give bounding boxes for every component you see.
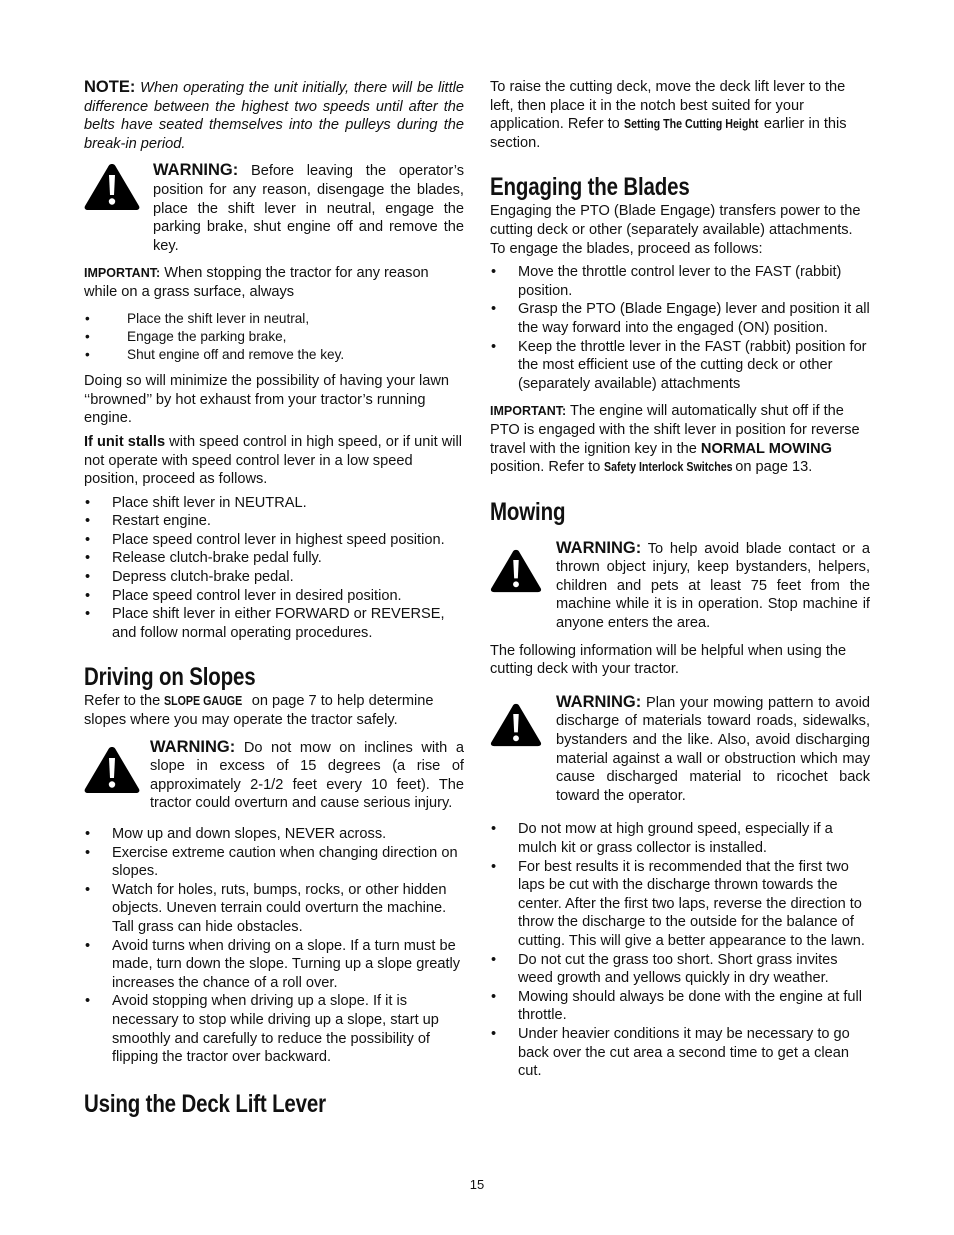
warning-block bbox=[84, 738, 464, 813]
important-paragraph bbox=[84, 264, 464, 301]
deck-lift-text: earlier in this section. bbox=[490, 116, 847, 151]
warning-triangle-icon bbox=[490, 549, 542, 593]
stall-text: with speed control in high speed, or if unit will not operate with speed control lever in a low speed position, proceed as follows. bbox=[84, 433, 463, 488]
lawn-paragraph: Doing so will minimize the possibility of having your lawn ‘‘browned’’ by hot exhaust from your tractor’s running engine. bbox=[84, 373, 450, 427]
warning-text: To help avoid blade contact or a thrown object injury, keep bystanders, helpers, children and pets at least 75 feet from the machine while it is in operation. Stop machine if anyone enters the area. bbox=[556, 540, 871, 632]
note-label: NOTE: bbox=[84, 78, 136, 96]
deck-lift-text: To raise the cutting deck, move the deck lift lever to the left, then place it in the notch best suited for your application. Refer to bbox=[490, 79, 846, 133]
list-item: • Keep the throttle lever in the FAST (rabbit) position for the most efficient use of the cutting deck or other (separately available) attachments bbox=[490, 338, 870, 394]
important-label: IMPORTANT: bbox=[84, 266, 161, 281]
warning-triangle-icon bbox=[490, 703, 542, 747]
left-column bbox=[84, 78, 464, 1119]
blades-paragraph: Engaging the PTO (Blade Engage) transfers power to the cutting deck or other (separately available) attachments. To engage the blades, proceed as follows: bbox=[490, 203, 861, 257]
warning-block bbox=[84, 161, 464, 255]
list-item: • Engage the parking brake, bbox=[84, 328, 464, 346]
warning-paragraph bbox=[556, 693, 870, 806]
warning-paragraph bbox=[556, 539, 870, 633]
section-heading-blades: Engaging the Blades bbox=[490, 173, 690, 202]
list-item: • Release clutch-brake pedal fully. bbox=[84, 549, 464, 568]
interlock-switches-reference: Safety Interlock Switches bbox=[604, 459, 733, 475]
warning-text: Do not mow on inclines with a slope in excess of 15 degrees (a rise of approximately 2-1/2 feet every 10 feet). The tractor could overturn and cause serious injury. bbox=[150, 739, 464, 812]
important-label: IMPORTANT: bbox=[490, 404, 567, 419]
important-text: position. Refer to bbox=[490, 459, 601, 476]
warning-triangle-icon bbox=[84, 163, 140, 211]
list-item: • Place shift lever in NEUTRAL. bbox=[84, 494, 464, 513]
normal-mowing-label: NORMAL MOWING bbox=[700, 440, 832, 457]
list-item: • Restart engine. bbox=[84, 512, 464, 531]
slopes-intro-text: Refer to the bbox=[84, 693, 161, 710]
list-item: • Watch for holes, ruts, bumps, rocks, or other hidden objects. Uneven terrain could overturn the machine. Tall grass can hide obstacles. bbox=[84, 881, 464, 937]
warning-block bbox=[490, 693, 870, 806]
mowing-list bbox=[490, 820, 870, 1080]
slopes-intro-text: on page 7 to help determine slopes where you may operate the tractor safely. bbox=[84, 693, 434, 729]
deck-lift-paragraph bbox=[490, 78, 870, 152]
warning-text: Before leaving the operator’s position for any reason, disengage the blades, place the shift lever in neutral, engage the parking brake, shut engine off and remove the key. bbox=[153, 163, 464, 254]
right-column bbox=[490, 78, 870, 1081]
note-text: When operating the unit initially, there will be little difference between the highest two speeds until after the belts have seated themselves into the pulleys during the break-in period. bbox=[84, 80, 464, 152]
mowing-paragraph: The following information will be helpful when using the cutting deck with your tractor. bbox=[490, 642, 847, 678]
warning-label: WARNING: bbox=[150, 737, 236, 756]
slope-gauge-reference: SLOPE GAUGE bbox=[164, 693, 243, 709]
stall-paragraph bbox=[84, 433, 464, 489]
warning-label: WARNING: bbox=[153, 161, 239, 180]
list-item: • Place the shift lever in neutral, bbox=[84, 310, 464, 328]
slopes-intro bbox=[84, 692, 464, 729]
list-item: • Move the throttle control lever to the FAST (rabbit) position. bbox=[490, 263, 870, 300]
list-item: • Exercise extreme caution when changing direction on slopes. bbox=[84, 844, 464, 881]
list-item: • Place shift lever in either FORWARD or REVERSE, and follow normal operating procedures. bbox=[84, 605, 464, 642]
stop-list bbox=[84, 310, 464, 365]
warning-label: WARNING: bbox=[556, 538, 642, 557]
list-item: • Do not mow at high ground speed, especially if a mulch kit or grass collector is installed. bbox=[490, 820, 870, 857]
important-text: The engine will automatically shut off if the PTO is engaged with the shift lever in position for reverse travel with the ignition key in the bbox=[490, 403, 860, 457]
list-item: • Depress clutch-brake pedal. bbox=[84, 568, 464, 587]
warning-block bbox=[490, 539, 870, 633]
section-heading-slopes: Driving on Slopes bbox=[84, 663, 256, 692]
list-item: • Mowing should always be done with the engine at full throttle. bbox=[490, 988, 870, 1025]
list-item: • For best results it is recommended that the first two laps be cut with the discharge thrown towards the center. After the first two laps, reverse the direction to throw the discharge to the outside for the balance of cutting. This will give a better appearance to the lawn. bbox=[490, 858, 870, 951]
section-heading-mowing: Mowing bbox=[490, 497, 566, 526]
page-number: 15 bbox=[469, 1177, 485, 1192]
warning-label: WARNING: bbox=[556, 692, 642, 711]
note-paragraph bbox=[84, 78, 464, 153]
warning-triangle-icon bbox=[84, 746, 140, 794]
stall-label: If unit stalls bbox=[84, 433, 166, 450]
important-text: on page 13. bbox=[735, 459, 813, 476]
important-paragraph bbox=[490, 402, 870, 476]
warning-paragraph bbox=[150, 738, 464, 813]
list-item: • Place speed control lever in highest speed position. bbox=[84, 531, 464, 550]
section-heading-deck-lift: Using the Deck Lift Lever bbox=[84, 1089, 326, 1118]
cutting-height-reference: Setting The Cutting Height bbox=[623, 116, 759, 132]
slopes-list bbox=[84, 825, 464, 1067]
list-item: • Avoid stopping when driving up a slope. If it is necessary to stop while driving up a slope, start up smoothly and carefully to reduce the possibility of flipping the tractor over backward. bbox=[84, 992, 464, 1066]
list-item: • Grasp the PTO (Blade Engage) lever and position it all the way forward into the engaged (ON) position. bbox=[490, 300, 870, 337]
list-item: • Under heavier conditions it may be necessary to go back over the cut area a second time to get a clean cut. bbox=[490, 1025, 870, 1081]
list-item: • Shut engine off and remove the key. bbox=[84, 346, 464, 364]
blades-list bbox=[490, 263, 870, 393]
stall-list bbox=[84, 494, 464, 643]
list-item: • Mow up and down slopes, NEVER across. bbox=[84, 825, 464, 844]
list-item: • Place speed control lever in desired position. bbox=[84, 587, 464, 606]
warning-paragraph bbox=[153, 161, 464, 255]
list-item: • Avoid turns when driving on a slope. If a turn must be made, turn down the slope. Turning up a slope greatly increases the chance of a roll over. bbox=[84, 937, 464, 993]
important-text: When stopping the tractor for any reason while on a grass surface, always bbox=[84, 265, 429, 300]
warning-text: Plan your mowing pattern to avoid discharge of materials toward roads, sidewalks, bystanders and the like. Also, avoid discharging material against a wall or obstruction which may cause discharged material to ricochet back toward the operator. bbox=[556, 694, 870, 804]
list-item: • Do not cut the grass too short. Short grass invites weed growth and yellows quickly in dry weather. bbox=[490, 951, 870, 988]
